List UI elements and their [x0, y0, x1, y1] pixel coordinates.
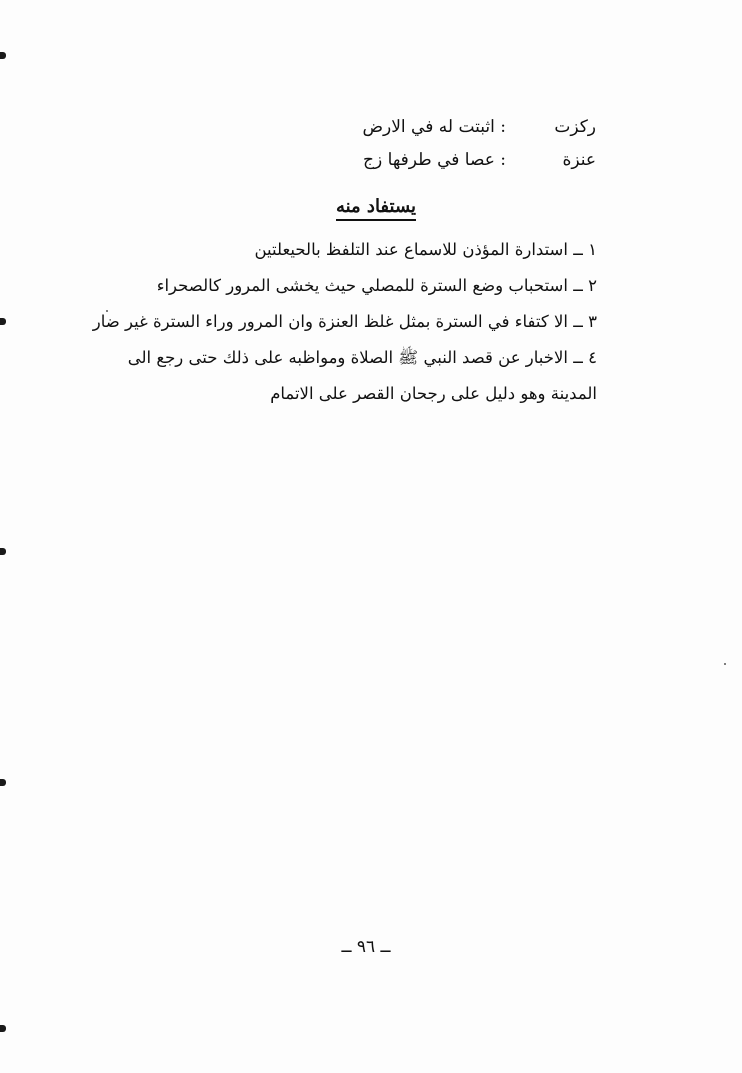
glossary-row [336, 116, 596, 138]
benefit-item: ١ ــ استدارة المؤذن للاسماع عند التلفظ بالحيعلتين [254, 240, 597, 259]
scan-edge-mark [0, 548, 6, 555]
glossary-word: ركزت [554, 117, 596, 137]
scan-edge-mark [0, 1025, 6, 1032]
scan-edge-mark [0, 318, 6, 325]
section-heading-text: يستفاد منه [336, 196, 416, 221]
benefit-item: ٣ ــ الا كتفاء في السترة بمثل غلظ العنزة وان المرور وراء السترة غير ضار [92, 312, 597, 331]
glossary-meaning: : عصا في طرفها زج [363, 150, 506, 170]
scan-edge-mark [0, 52, 6, 59]
scan-edge-mark [0, 779, 6, 786]
glossary-meaning: : اثبتت له في الارض [362, 117, 506, 137]
scan-speck [724, 663, 726, 665]
page-number: ــ ٩٦ ــ [341, 937, 391, 957]
glossary-row [336, 149, 596, 171]
benefits-list [92, 232, 597, 412]
section-heading [0, 195, 742, 219]
benefit-item: ٢ ــ استحباب وضع السترة للمصلي حيث يخشى المرور كالصحراء [156, 276, 597, 295]
benefit-item: ٤ ــ الاخبار عن قصد النبي ﷺ الصلاة ومواظبه على ذلك حتى رجع الى [127, 348, 597, 367]
glossary-word: عنزة [562, 150, 596, 170]
benefit-item-continuation: المدينة وهو دليل على رجحان القصر على الاتمام [270, 384, 597, 403]
